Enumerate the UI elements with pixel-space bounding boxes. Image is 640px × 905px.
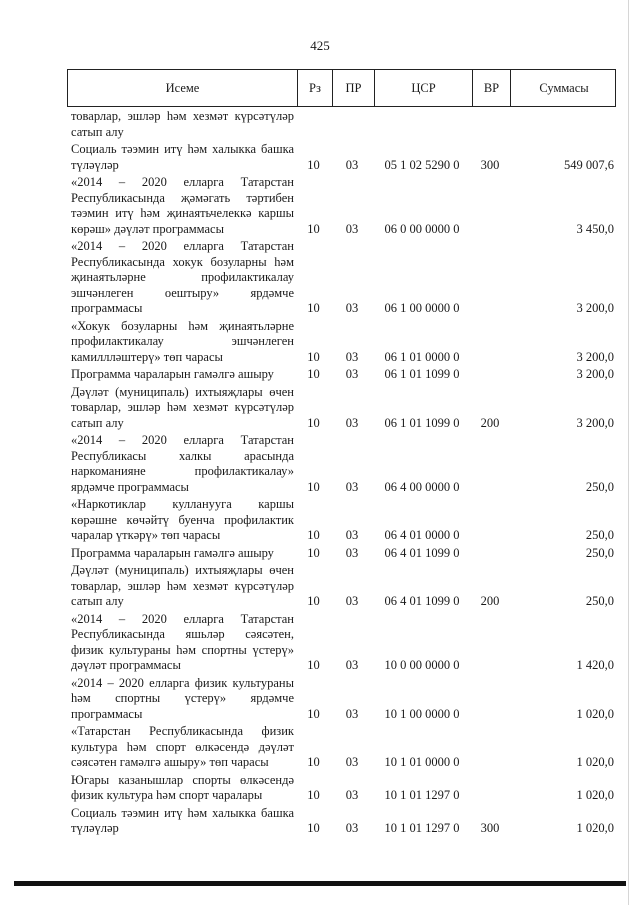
row-rz: 10 — [307, 594, 320, 608]
row-csr: 06 4 01 0000 0 — [384, 528, 460, 542]
table-row — [67, 495, 616, 544]
row-sum: 3 200,0 — [576, 367, 614, 381]
row-pr: 03 — [345, 788, 359, 802]
row-pr: 03 — [345, 157, 359, 172]
row-name: Дәүләт (муниципаль) ихтыяҗлары өчен товарлар, эшләр һәм хезмәт күрсәтүләр сатып алу — [71, 384, 294, 430]
row-rz: 10 — [307, 301, 320, 315]
row-csr: 06 1 01 1099 0 — [384, 367, 460, 381]
row-pr: 03 — [345, 706, 359, 721]
row-rz: 10 — [307, 706, 320, 721]
row-sum: 1 020,0 — [576, 706, 614, 721]
table-row — [67, 544, 616, 562]
row-vr — [471, 175, 509, 237]
row-pr: 03 — [345, 528, 359, 542]
header-rz: Рз — [297, 70, 332, 106]
row-pr: 03 — [345, 479, 359, 494]
table-row — [67, 610, 616, 674]
row-csr: 06 0 00 0000 0 — [384, 221, 460, 236]
table-row — [67, 431, 616, 495]
row-sum: 1 020,0 — [576, 821, 614, 835]
row-rz: 10 — [307, 658, 320, 672]
row-vr — [471, 433, 509, 495]
row-csr: 06 4 01 1099 0 — [384, 545, 460, 560]
row-sum: 1 020,0 — [576, 755, 614, 769]
row-name: Югары казанышлар спорты өлкәсендә физик культура һәм спорт чаралары — [71, 772, 294, 802]
row-name: «2014 – 2020 елларга Татарстан Республикасында хокук бозуларны һәм җинаятьләрне профилактикалау эшчәнлеген оештыру» ярдәмче программасы — [71, 239, 294, 315]
row-vr — [471, 773, 509, 804]
row-vr — [471, 546, 509, 562]
row-name: Дәүләт (муниципаль) ихтыяҗлары өчен товарлар, эшләр һәм хезмәт күрсәтүләр сатып алу — [71, 563, 294, 608]
row-csr: 06 1 01 0000 0 — [384, 349, 460, 364]
row-pr: 03 — [345, 658, 359, 672]
row-sum: 3 200,0 — [576, 349, 614, 364]
table-row — [67, 237, 616, 317]
row-csr: 10 0 00 0000 0 — [384, 658, 460, 672]
table-row — [67, 674, 616, 723]
row-pr: 03 — [345, 367, 359, 381]
row-csr: 10 1 01 0000 0 — [384, 755, 460, 769]
row-rz: 10 — [307, 349, 320, 364]
scan-edge-line — [628, 0, 629, 905]
row-csr: 06 4 01 1099 0 — [384, 594, 460, 608]
row-vr — [471, 239, 509, 317]
row-sum: 250,0 — [585, 528, 614, 542]
row-vr — [471, 319, 509, 366]
table-body — [67, 107, 616, 837]
row-vr: 200 — [480, 594, 500, 608]
row-vr: 200 — [480, 415, 500, 430]
row-rz: 10 — [307, 821, 320, 835]
row-name: «2014 – 2020 елларга Татарстан Республикасы халкы арасында наркоманияне профилактикалау» ярдәмче программасы — [71, 433, 294, 494]
row-name: Социаль тәэмин итү һәм халыкка башка түләүләр — [71, 805, 294, 835]
page-number: 425 — [310, 38, 330, 53]
header-csr: ЦСР — [374, 70, 472, 106]
row-rz: 10 — [307, 755, 320, 769]
row-name: «Татарстан Республикасында физик культура һәм спорт өлкәсендә дәүләт сәясәтен гамәлгә ашыру» төп чарасы — [71, 724, 294, 769]
row-name: Социаль тәэмин итү һәм халыкка башка түләүләр — [71, 142, 294, 172]
row-pr — [331, 109, 373, 140]
row-name: «2014 – 2020 елларга Татарстан Республикасында яшьләр сәясәтен, физик культураны һәм спортны үстерү» дәүләт программасы — [71, 611, 294, 672]
row-sum: 3 200,0 — [576, 415, 614, 430]
row-pr: 03 — [345, 349, 359, 364]
row-sum: 549 007,6 — [564, 157, 614, 172]
budget-table — [67, 69, 616, 837]
row-csr: 10 1 01 1297 0 — [384, 821, 460, 835]
table-row — [67, 317, 616, 366]
row-rz: 10 — [307, 367, 320, 381]
row-csr: 06 1 01 1099 0 — [384, 415, 460, 430]
table-row — [67, 722, 616, 771]
row-rz: 10 — [307, 788, 320, 802]
row-name: «2014 – 2020 елларга физик культураны һәм спортны үстерү» ярдәмче программасы — [71, 675, 294, 721]
row-name: Программа чараларын гамәлгә ашыру — [71, 545, 274, 560]
row-rz — [296, 109, 331, 140]
row-name: Программа чараларын гамәлгә ашыру — [71, 367, 274, 381]
header-sum: Суммасы — [510, 70, 617, 106]
row-name: «Хокук бозуларны һәм җинаятьләрне профилактикалау эшчәнлеген камиллләштерү» төп чарасы — [71, 318, 294, 364]
row-name: «Наркотиклар кулланууга каршы көрәшне көчәйтү буенча профилактик чаралар үткәрү» төп чарасы — [71, 497, 294, 542]
row-sum: 250,0 — [585, 545, 614, 560]
row-csr: 06 1 00 0000 0 — [384, 301, 460, 315]
row-sum: 250,0 — [585, 594, 614, 608]
table-row — [67, 383, 616, 432]
row-csr: 05 1 02 5290 0 — [384, 157, 460, 172]
table-row — [67, 771, 616, 804]
row-pr: 03 — [345, 415, 359, 430]
row-sum — [509, 109, 616, 140]
row-vr: 300 — [480, 821, 500, 835]
row-csr: 10 1 01 1297 0 — [384, 788, 460, 802]
table-row — [67, 140, 616, 173]
row-pr: 03 — [345, 594, 359, 608]
table-header — [67, 69, 616, 107]
header-pr: ПР — [332, 70, 374, 106]
scan-bottom-bar — [14, 881, 626, 886]
row-vr — [471, 497, 509, 544]
header-name: Исеме — [165, 80, 200, 95]
row-rz: 10 — [307, 221, 320, 236]
header-vr: ВР — [472, 70, 510, 106]
row-pr: 03 — [345, 755, 359, 769]
row-vr — [471, 109, 509, 140]
row-vr — [471, 724, 509, 771]
row-vr — [471, 367, 509, 383]
table-row — [67, 107, 616, 140]
row-csr: 10 1 00 0000 0 — [384, 706, 460, 721]
row-sum: 1 420,0 — [576, 658, 614, 672]
row-sum: 1 020,0 — [576, 788, 614, 802]
row-csr — [373, 109, 471, 140]
row-pr: 03 — [345, 221, 359, 236]
row-sum: 250,0 — [585, 479, 614, 494]
row-rz: 10 — [307, 415, 320, 430]
row-name: «2014 – 2020 елларга Татарстан Республикасында җәмәгать тәртибен тәэмин итү һәм җинаятьчелеккә каршы көрәш» дәүләт программасы — [71, 175, 294, 236]
table-row — [67, 561, 616, 610]
table-row — [67, 804, 616, 837]
row-pr: 03 — [345, 545, 359, 560]
row-vr — [471, 676, 509, 723]
row-pr: 03 — [345, 301, 359, 315]
row-sum: 3 450,0 — [576, 221, 614, 236]
row-vr — [471, 612, 509, 674]
row-rz: 10 — [307, 479, 320, 494]
row-rz: 10 — [307, 528, 320, 542]
row-vr: 300 — [480, 157, 500, 172]
row-sum: 3 200,0 — [576, 301, 614, 315]
row-name: товарлар, эшләр һәм хезмәт күрсәтүләр сатып алу — [71, 109, 294, 139]
table-row — [67, 173, 616, 237]
row-rz: 10 — [307, 157, 320, 172]
row-pr: 03 — [345, 821, 359, 835]
table-row — [67, 365, 616, 383]
row-csr: 06 4 00 0000 0 — [384, 479, 460, 494]
row-rz: 10 — [307, 545, 320, 560]
